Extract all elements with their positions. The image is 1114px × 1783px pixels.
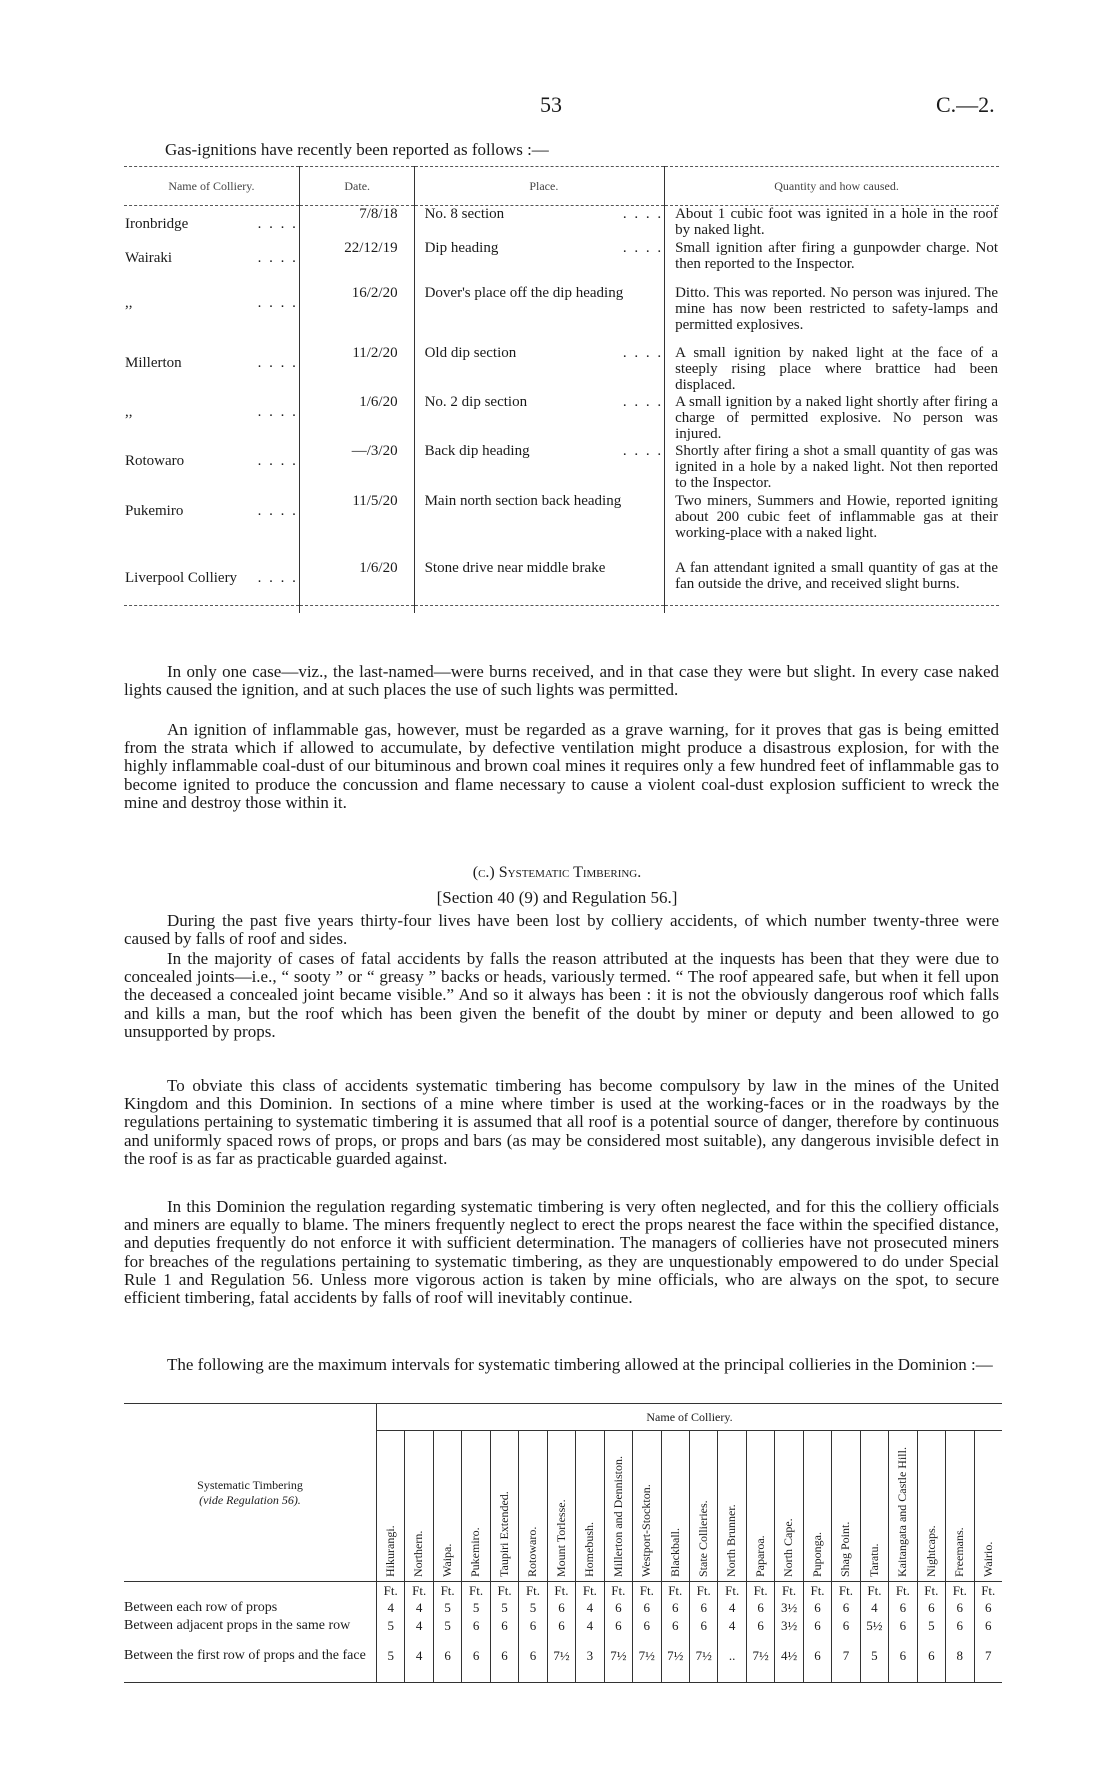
timbering-label-header (124, 1404, 377, 1582)
place-cell (414, 206, 665, 240)
date-cell (299, 493, 414, 560)
colliery-column-header (974, 1431, 1002, 1582)
colliery-name: Blackball. (667, 1528, 682, 1577)
timbering-row-label: Between the first row of props and the face (124, 1648, 377, 1683)
interval-value: 7 (832, 1648, 860, 1683)
date-cell (299, 345, 414, 394)
cause-cell (665, 240, 999, 285)
unit-cell: Ft. (519, 1582, 547, 1601)
date-cell (299, 443, 414, 493)
unit-cell: Ft. (547, 1582, 575, 1601)
place-cell (414, 493, 665, 560)
gas-row (124, 394, 999, 443)
place-cell (414, 285, 665, 345)
unit-cell: Ft. (462, 1582, 490, 1601)
interval-value: 6 (633, 1600, 661, 1618)
cause-cell-text: Two miners, Summers and Howie, reported igniting about 200 cubic feet of inflammable gas at their working-place with a naked light. (675, 492, 998, 541)
date-cell (299, 394, 414, 443)
interval-value: 4 (405, 1618, 433, 1648)
timbering-row (124, 1618, 1002, 1648)
leader-dots: . . . . (622, 344, 664, 361)
leader-dots: . . . . (257, 216, 298, 232)
colliery-name: Waipa. (439, 1543, 454, 1577)
colliery-cell-text: Liverpool Colliery (125, 569, 238, 586)
colliery-name: North Brunner. (724, 1504, 739, 1577)
interval-value: 6 (803, 1648, 831, 1683)
col-date: Date. (299, 167, 414, 206)
interval-value: 6 (832, 1600, 860, 1618)
place-cell (414, 345, 665, 394)
cause-cell-text: Small ignition after firing a gunpowder charge. Not then reported to the Inspector. (675, 239, 998, 272)
colliery-cell (124, 206, 299, 240)
leader-dots: . . . . (257, 502, 298, 519)
colliery-column-header (689, 1431, 717, 1582)
colliery-column-header (405, 1431, 433, 1582)
colliery-cell (124, 394, 299, 443)
date-cell (299, 285, 414, 345)
colliery-name: Pukemiro. (468, 1527, 483, 1577)
interval-value: 6 (889, 1600, 917, 1618)
colliery-name: Westport-Stockton. (639, 1484, 654, 1577)
cause-cell-text: Shortly after firing a shot a small quantity of gas was ignited in a hole by a naked light. Not then reported to the Inspector. (675, 442, 998, 491)
interval-value: 4 (576, 1618, 604, 1648)
label-header-line-1: Systematic Timbering (197, 1477, 303, 1492)
cause-cell (665, 560, 999, 606)
leader-dots: . . . . (257, 249, 298, 266)
interval-value: 6 (661, 1600, 689, 1618)
colliery-cell-text: Pukemiro (125, 502, 184, 519)
interval-value: 6 (803, 1618, 831, 1648)
col-place: Place. (414, 167, 665, 206)
interval-value: 4 (718, 1600, 746, 1618)
date-cell-text: 16/2/20 (351, 284, 398, 301)
leader-dots: . . . . (622, 393, 664, 410)
colliery-cell (124, 345, 299, 394)
colliery-column-header (746, 1431, 774, 1582)
interval-value: 5 (462, 1600, 490, 1618)
unit-cell: Ft. (946, 1582, 974, 1601)
section-title: (c.) Systematic Timbering. (472, 864, 642, 881)
date-cell-text: —/3/20 (351, 442, 398, 459)
leader-dots: . . . . (622, 206, 664, 222)
interval-value: 4½ (775, 1648, 803, 1683)
cause-cell-text: A fan attendant ignited a small quantity of gas at the fan outside the drive, and received slight burns. (675, 559, 998, 592)
paragraph: To obviate this class of accidents systematic timbering has become compulsory by law in the mines of the United Kingdom and this Dominion. In sections of a mine where timber is used at the working-faces or in the roadways by the regulations pertaining to systematic timbering it is assumed that all roof is a potential source of danger, therefore by continuous and uniformly spaced rows of props, or props and bars (as may be considered most suitable), any dangerous invisible defect in the roof is as far as practicable guarded against. (124, 1076, 999, 1168)
cause-cell (665, 345, 999, 394)
place-cell-text: Stone drive near middle brake (424, 559, 606, 576)
cause-cell-text: About 1 cubic foot was ignited in a hole in the roof by naked light. (675, 206, 998, 238)
colliery-column-header (547, 1431, 575, 1582)
interval-value: 5 (860, 1648, 888, 1683)
interval-value: 5½ (860, 1618, 888, 1648)
cause-cell-text: A small ignition by a naked light shortly after firing a charge of permitted explosive. No person was injured. (675, 393, 998, 442)
interval-value: 6 (490, 1648, 518, 1683)
paragraph: An ignition of inflammable gas, however, must be regarded as a grave warning, for it proves that gas is being emitted from the strata which if allowed to accumulate, by defective ventilation might produce a disastrous explosion, for with the highly inflammable coal-dust of our bituminous and brown coal mines it requires only a few hundred feet of inflammable gas to become ignited to produce the concussion and flame necessary to cause a violent coal-dust explosion sufficient to wreck the mine and destroy those within it. (124, 720, 999, 812)
colliery-name: Taratu. (866, 1543, 881, 1577)
place-cell-text: Dover's place off the dip heading (424, 284, 624, 301)
colliery-cell-text: ,, (125, 403, 133, 420)
place-cell (414, 443, 665, 493)
interval-value: 6 (746, 1618, 774, 1648)
interval-value: 6 (462, 1618, 490, 1648)
leader-dots: . . . . (257, 354, 298, 371)
interval-value: 7½ (604, 1648, 632, 1683)
leader-dots: . . . . (257, 569, 298, 586)
interval-value: 5 (490, 1600, 518, 1618)
interval-value: 6 (519, 1648, 547, 1683)
interval-value: 6 (604, 1600, 632, 1618)
interval-value: 6 (917, 1648, 945, 1683)
colliery-name: Kaitangata and Castle Hill. (895, 1447, 910, 1577)
interval-value: 5 (433, 1618, 461, 1648)
leader-dots: . . . . (257, 403, 298, 420)
interval-value: 4 (377, 1600, 405, 1618)
paragraph: The following are the maximum intervals for systematic timbering allowed at the principal collieries in the Dominion :— (167, 1355, 993, 1374)
paragraph: In only one case—viz., the last-named—were burns received, and in that case they were but slight. In every case naked lights caused the ignition, and at such places the use of such lights was permitted. (124, 662, 999, 700)
colliery-column-header (775, 1431, 803, 1582)
date-cell-text: 1/6/20 (359, 393, 398, 410)
unit-cell: Ft. (803, 1582, 831, 1601)
colliery-name: Shag Point. (838, 1521, 853, 1577)
place-cell-text: Main north section back heading (424, 492, 622, 509)
interval-value: 6 (889, 1648, 917, 1683)
place-cell-text: Dip heading (424, 239, 499, 256)
place-cell-text: Back dip heading (424, 442, 530, 459)
place-cell (414, 394, 665, 443)
place-cell-text: No. 2 dip section (424, 393, 528, 410)
colliery-name: North Cape. (781, 1518, 796, 1577)
interval-value: 6 (661, 1618, 689, 1648)
interval-value: 6 (974, 1600, 1002, 1618)
interval-value: 6 (946, 1600, 974, 1618)
colliery-cell (124, 285, 299, 345)
colliery-column-header (462, 1431, 490, 1582)
unit-cell: Ft. (604, 1582, 632, 1601)
interval-value: 6 (547, 1618, 575, 1648)
date-cell (299, 206, 414, 240)
place-cell (414, 240, 665, 285)
unit-cell: Ft. (775, 1582, 803, 1601)
interval-value: 7 (974, 1648, 1002, 1683)
paragraph: In this Dominion the regulation regarding systematic timbering is very often neglected, and for this the colliery officials and miners are equally to blame. The miners frequently neglect to erect the props nearest the face within the specified distance, and deputies frequently do not enforce it with sufficient determination. The managers of collieries have not prosecuted miners for breaches of the regulations pertaining to systematic timbering, as they are unquestionably empowered to do under Special Rule 1 and Regulation 56. Unless more vigorous action is taken by mine officials, who are always on the spot, to secure efficient timbering, fatal accidents by falls of roof will inevitably continue. (124, 1197, 999, 1308)
col-colliery: Name of Colliery. (124, 167, 299, 206)
interval-value: 6 (832, 1618, 860, 1648)
colliery-name: Freemans. (952, 1527, 967, 1577)
leader-dots: . . . . (622, 239, 664, 256)
paragraph: In the majority of cases of fatal accidents by falls the reason attributed at the inquests has been that they were due to concealed joints—i.e., “ sooty ” or “ greasy ” backs or heads, variously termed. “ The roof appeared safe, but when it fell upon the deceased a concealed joint became visible.” And so it always has been : it is not the obviously dangerous roof which falls and kills a man, but the roof which has been given the benefit of the doubt by miner or deputy and been allowed to go unsupported by props. (124, 949, 999, 1041)
interval-value: 6 (746, 1600, 774, 1618)
date-cell-text: 7/8/18 (359, 206, 398, 222)
section-reference: [Section 40 (9) and Regulation 56.] (436, 888, 678, 907)
interval-value: 6 (689, 1600, 717, 1618)
colliery-name: Hikurangi. (383, 1525, 397, 1577)
interval-value: 6 (633, 1618, 661, 1648)
colliery-name: Rotowaro. (525, 1526, 540, 1577)
colliery-cell (124, 560, 299, 606)
colliery-cell-text: Millerton (125, 354, 182, 371)
unit-cell: Ft. (832, 1582, 860, 1601)
colliery-cell (124, 240, 299, 285)
colliery-column-header (661, 1431, 689, 1582)
unit-row (124, 1582, 1002, 1601)
gas-row (124, 493, 999, 560)
colliery-column-header (832, 1431, 860, 1582)
colliery-name: State Collieries. (695, 1500, 710, 1577)
interval-value: 6 (490, 1618, 518, 1648)
colliery-name: Northern. (411, 1530, 426, 1577)
colliery-cell-text: Wairaki (125, 249, 173, 266)
timbering-row (124, 1600, 1002, 1618)
colliery-cell-text: Ironbridge (125, 216, 189, 232)
unit-cell: Ft. (718, 1582, 746, 1601)
colliery-column-header (377, 1431, 405, 1582)
gas-row (124, 560, 999, 606)
place-cell-text: No. 8 section (424, 206, 505, 222)
leader-dots: . . . . (622, 442, 664, 459)
gas-row (124, 240, 999, 285)
interval-value: 7½ (689, 1648, 717, 1683)
colliery-cell-text: Rotowaro (125, 452, 185, 469)
colliery-cell-text: ,, (125, 294, 133, 311)
interval-value: 5 (917, 1618, 945, 1648)
interval-value: 6 (689, 1618, 717, 1648)
cause-cell-text: Ditto. This was reported. No person was injured. The mine has now been restricted to safety-lamps and permitted explosives. (675, 284, 998, 333)
unit-cell: Ft. (576, 1582, 604, 1601)
interval-value: 4 (718, 1618, 746, 1648)
colliery-column-header (604, 1431, 632, 1582)
unit-cell: Ft. (917, 1582, 945, 1601)
colliery-column-header (803, 1431, 831, 1582)
unit-cell: Ft. (661, 1582, 689, 1601)
gas-row (124, 206, 999, 240)
interval-value: 6 (462, 1648, 490, 1683)
place-cell-text: Old dip section (424, 344, 517, 361)
colliery-column-header (917, 1431, 945, 1582)
interval-value: 4 (405, 1600, 433, 1618)
unit-cell: Ft. (490, 1582, 518, 1601)
colliery-group-header: Name of Colliery. (377, 1404, 1003, 1431)
interval-value: 5 (519, 1600, 547, 1618)
date-cell-text: 22/12/19 (344, 239, 398, 256)
interval-value: 5 (377, 1648, 405, 1683)
interval-value: 8 (946, 1648, 974, 1683)
document-code: C.—2. (936, 92, 995, 117)
interval-value: 3½ (775, 1600, 803, 1618)
interval-value: 3½ (775, 1618, 803, 1648)
page-number: 53 (540, 92, 562, 117)
colliery-name: Mount Torlesse. (553, 1499, 568, 1577)
date-cell-text: 11/2/20 (352, 344, 398, 361)
interval-value: 4 (576, 1600, 604, 1618)
interval-value: 6 (547, 1600, 575, 1618)
colliery-column-header (433, 1431, 461, 1582)
colliery-column-header (519, 1431, 547, 1582)
unit-cell: Ft. (746, 1582, 774, 1601)
interval-value: .. (718, 1648, 746, 1683)
col-cause: Quantity and how caused. (665, 167, 999, 206)
interval-value: 4 (405, 1648, 433, 1683)
colliery-column-header (576, 1431, 604, 1582)
leader-dots: . . . . (257, 294, 298, 311)
cause-cell (665, 493, 999, 560)
colliery-name: Puponga. (809, 1532, 824, 1577)
colliery-column-header (946, 1431, 974, 1582)
interval-value: 6 (604, 1618, 632, 1648)
interval-value: 5 (377, 1618, 405, 1648)
interval-value: 6 (889, 1618, 917, 1648)
colliery-name: Paparoa. (752, 1535, 767, 1577)
date-cell-text: 11/5/20 (352, 492, 398, 509)
timbering-row-label: Between adjacent props in the same row (124, 1618, 377, 1648)
colliery-cell (124, 443, 299, 493)
cause-cell-text: A small ignition by naked light at the face of a steeply rising place where brattice had been displaced. (675, 344, 998, 393)
unit-cell: Ft. (974, 1582, 1002, 1601)
unit-cell: Ft. (633, 1582, 661, 1601)
interval-value: 3 (576, 1648, 604, 1683)
interval-value: 6 (946, 1618, 974, 1648)
date-cell-text: 1/6/20 (359, 559, 398, 576)
timbering-row (124, 1648, 1002, 1683)
interval-value: 7½ (547, 1648, 575, 1683)
colliery-column-header (889, 1431, 917, 1582)
cause-cell (665, 285, 999, 345)
interval-value: 7½ (661, 1648, 689, 1683)
unit-cell: Ft. (433, 1582, 461, 1601)
interval-value: 6 (433, 1648, 461, 1683)
unit-row-label (124, 1582, 377, 1601)
colliery-name: Millerton and Denniston. (610, 1456, 625, 1577)
date-cell (299, 560, 414, 606)
paragraph: During the past five years thirty-four lives have been lost by colliery accidents, of which number twenty-three were caused by falls of roof and sides. (124, 911, 999, 949)
leader-dots: . . . . (257, 452, 298, 469)
gas-row (124, 443, 999, 493)
gas-row (124, 285, 999, 345)
timbering-row-label: Between each row of props (124, 1600, 377, 1618)
date-cell (299, 240, 414, 285)
gas-intro: Gas-ignitions have recently been reported as follows :— (165, 140, 549, 159)
interval-value: 6 (519, 1618, 547, 1648)
unit-cell: Ft. (860, 1582, 888, 1601)
label-header-line-2: (vide Regulation 56). (199, 1492, 301, 1507)
unit-cell: Ft. (377, 1582, 405, 1601)
place-cell (414, 560, 665, 606)
gas-ignition-table (124, 166, 999, 613)
colliery-column-header (718, 1431, 746, 1582)
colliery-name: Wairio. (980, 1541, 995, 1577)
gas-row (124, 345, 999, 394)
cause-cell (665, 206, 999, 240)
interval-value: 7½ (633, 1648, 661, 1683)
unit-cell: Ft. (405, 1582, 433, 1601)
colliery-column-header (633, 1431, 661, 1582)
timbering-table (124, 1403, 1002, 1683)
interval-value: 6 (803, 1600, 831, 1618)
colliery-column-header (860, 1431, 888, 1582)
colliery-cell (124, 493, 299, 560)
unit-cell: Ft. (889, 1582, 917, 1601)
colliery-column-header (490, 1431, 518, 1582)
colliery-name: Nightcaps. (923, 1525, 938, 1577)
interval-value: 5 (433, 1600, 461, 1618)
cause-cell (665, 443, 999, 493)
interval-value: 6 (917, 1600, 945, 1618)
interval-value: 6 (974, 1618, 1002, 1648)
unit-cell: Ft. (689, 1582, 717, 1601)
colliery-name: Homebush. (582, 1522, 597, 1577)
interval-value: 4 (860, 1600, 888, 1618)
colliery-name: Taupiri Extended. (496, 1491, 511, 1577)
cause-cell (665, 394, 999, 443)
interval-value: 7½ (746, 1648, 774, 1683)
